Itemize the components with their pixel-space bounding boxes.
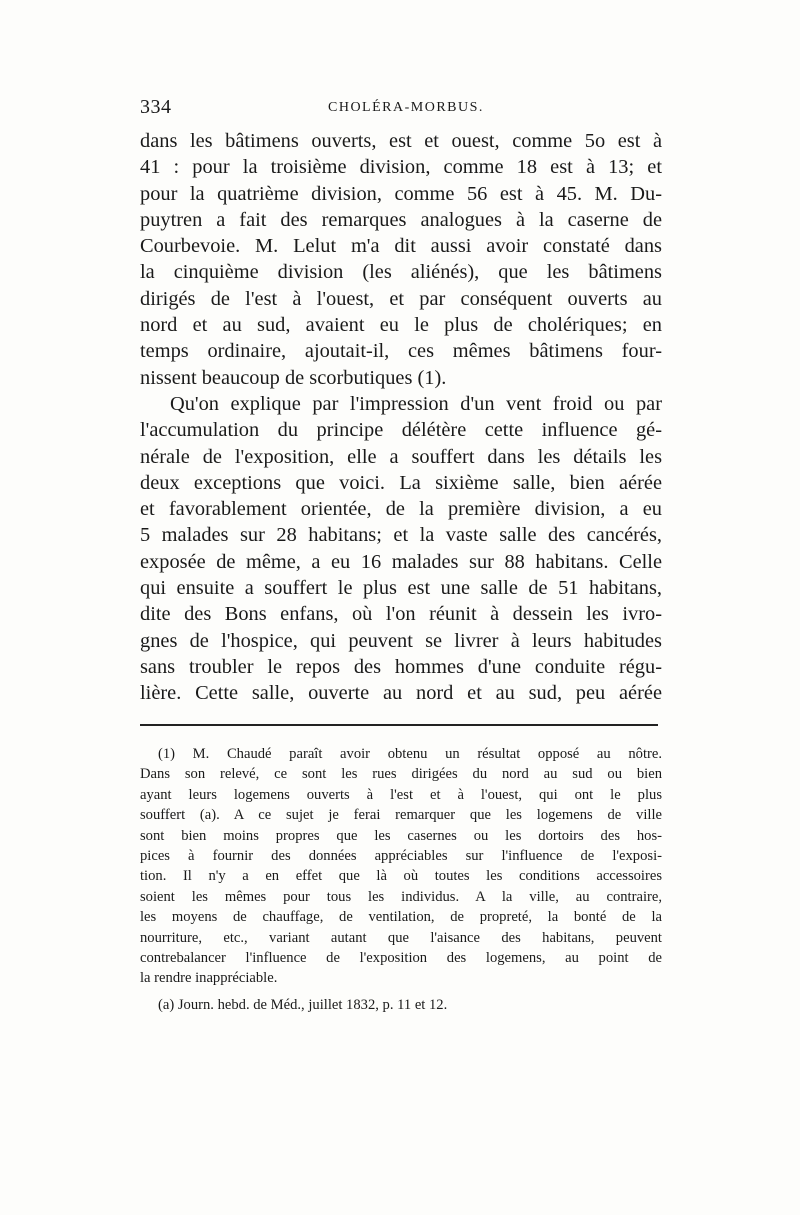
footnote-line: (1) M. Chaudé paraît avoir obtenu un résultat opposé au nôtre. [158,746,662,762]
text-line: nérale de l'exposition, elle a souffert dans les détails les [140,445,662,468]
text-line: gnes de l'hospice, qui peuvent se livrer à leurs habitudes [140,629,662,652]
footnotes [140,744,662,1015]
text-line: la cinquième division (les aliénés), que les bâtimens [140,261,662,284]
footnote-line: ayant leurs logemens ouverts à l'est et à l'ouest, qui ont le plus [140,786,662,803]
text-line: exposée de même, a eu 16 malades sur 88 habitans. Celle [140,550,662,573]
text-line: l'accumulation du principe délétère cette influence gé- [140,419,662,442]
footnote-divider [140,724,658,726]
footnote-line: soient les mêmes pour tous les individus. A la ville, au contraire, [140,888,662,905]
text-line: et favorablement orientée, de la première division, a eu [140,498,662,521]
text-line: 41 : pour la troisième division, comme 18 est à 13; et [140,156,662,179]
text-line: puytren a fait des remarques analogues à la caserne de [140,208,662,231]
page-number: 334 [140,96,172,118]
text-line: lière. Cette salle, ouverte au nord et au sud, peu aérée [140,682,662,705]
text-line: dite des Bons enfans, où l'on réunit à dessein les ivro- [140,603,662,626]
text-line: nord et au sud, avaient eu le plus de cholériques; en [140,314,662,337]
running-title: CHOLÉRA-MORBUS. [328,100,484,115]
footnote-line: pices à fournir des données appréciables sur l'influence de l'exposi- [140,848,662,865]
text-line: Courbevoie. M. Lelut m'a dit aussi avoir constaté dans [140,235,662,258]
footnote-line: les moyens de chauffage, de ventilation, de propreté, la bonté de la [140,909,662,926]
footnote-line: nourriture, etc., variant autant que l'aisance des habitans, peuvent [140,929,662,946]
footnote-line: la rendre inappréciable. [140,970,278,987]
text-line: deux exceptions que voici. La sixième salle, bien aérée [140,471,662,494]
footnote-line: souffert (a). A ce sujet je ferai remarquer que les logemens de ville [140,807,662,824]
text-line: dans les bâtimens ouverts, est et ouest, comme 5o est à [140,130,662,152]
text-line: sans troubler le repos des hommes d'une conduite régu- [140,655,662,678]
footnote-subnote: (a) Journ. hebd. de Méd., juillet 1832, p. 11 et 12. [158,996,448,1013]
text-line: nissent beaucoup de scorbutiques (1). [140,366,447,389]
text-line: pour la quatrième division, comme 56 est à 45. M. Du- [140,182,662,205]
page-header [140,96,660,126]
text-line: qui ensuite a souffert le plus est une salle de 51 habitans, [140,577,662,600]
footnote-line: sont bien moins propres que les casernes ou les dortoirs des hos- [140,827,662,844]
text-line: dirigés de l'est à l'ouest, et par conséquent ouverts au [140,287,662,310]
footnote-line: Dans son relevé, ce sont les rues dirigées du nord au sud ou bien [140,766,662,783]
footnote-line: tion. Il n'y a en effet que là où toutes les conditions accessoires [140,868,662,885]
text-line: temps ordinaire, ajoutait-il, ces mêmes bâtimens four- [140,340,662,363]
footnote-line: contrebalancer l'influence de l'exposition des logemens, au point de [140,950,662,967]
text-line: Qu'on explique par l'impression d'un vent froid ou par [170,392,662,415]
main-text [140,128,662,707]
text-line: 5 malades sur 28 habitans; et la vaste salle des cancérés, [140,524,662,547]
